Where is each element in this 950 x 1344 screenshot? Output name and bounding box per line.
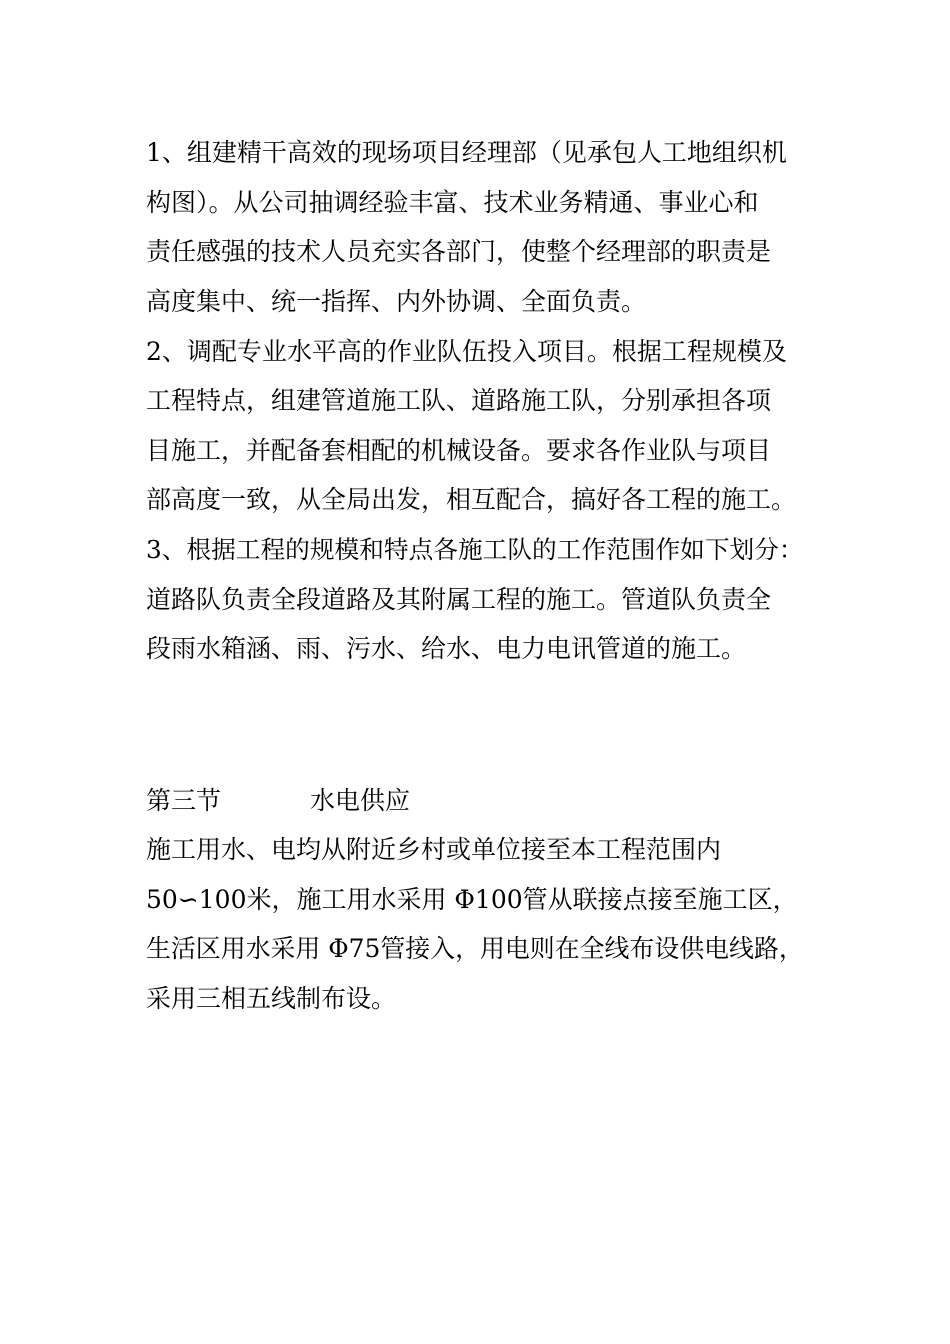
paragraph-line: 高度集中、统一指挥、内外协调、全面负责。 [146, 287, 647, 316]
paragraph-line: 50∽100米，施工用水采用 Φ100管从联接点接至施工区， [146, 885, 798, 914]
paragraph-line: 工程特点，组建管道施工队、道路施工队，分别承担各项 [146, 386, 772, 415]
section-number: 第三节 [146, 786, 222, 815]
paragraph-line: 2、调配专业水平高的作业队伍投入项目。根据工程规模及 [146, 337, 787, 366]
paragraph-line: 3、根据工程的规模和特点各施工队的工作范围作如下划分： [146, 535, 804, 564]
paragraph-line: 采用三相五线制布设。 [146, 984, 397, 1013]
paragraph-line: 目施工，并配备套相配的机械设备。要求各作业队与项目 [146, 436, 772, 465]
paragraph-line: 构图）。从公司抽调经验丰富、技术业务精通、事业心和 [146, 188, 759, 217]
paragraph-line: 段雨水箱涵、雨、污水、给水、电力电讯管道的施工。 [146, 634, 747, 663]
paragraph-line: 责任感强的技术人员充实各部门，使整个经理部的职责是 [146, 237, 772, 266]
paragraph-line: 部高度一致，从全局出发，相互配合，搞好各工程的施工。 [146, 485, 797, 514]
paragraph-line: 生活区用水采用 Φ75管接入，用电则在全线布设供电线路， [146, 934, 804, 963]
paragraph-line: 1、组建精干高效的现场项目经理部（见承包人工地组织机 [146, 138, 787, 167]
paragraph-line: 施工用水、电均从附近乡村或单位接至本工程范围内 [146, 835, 722, 864]
paragraph-line: 道路队负责全段道路及其附属工程的施工。管道队负责全 [146, 585, 772, 614]
section-title: 水电供应 [310, 786, 411, 815]
